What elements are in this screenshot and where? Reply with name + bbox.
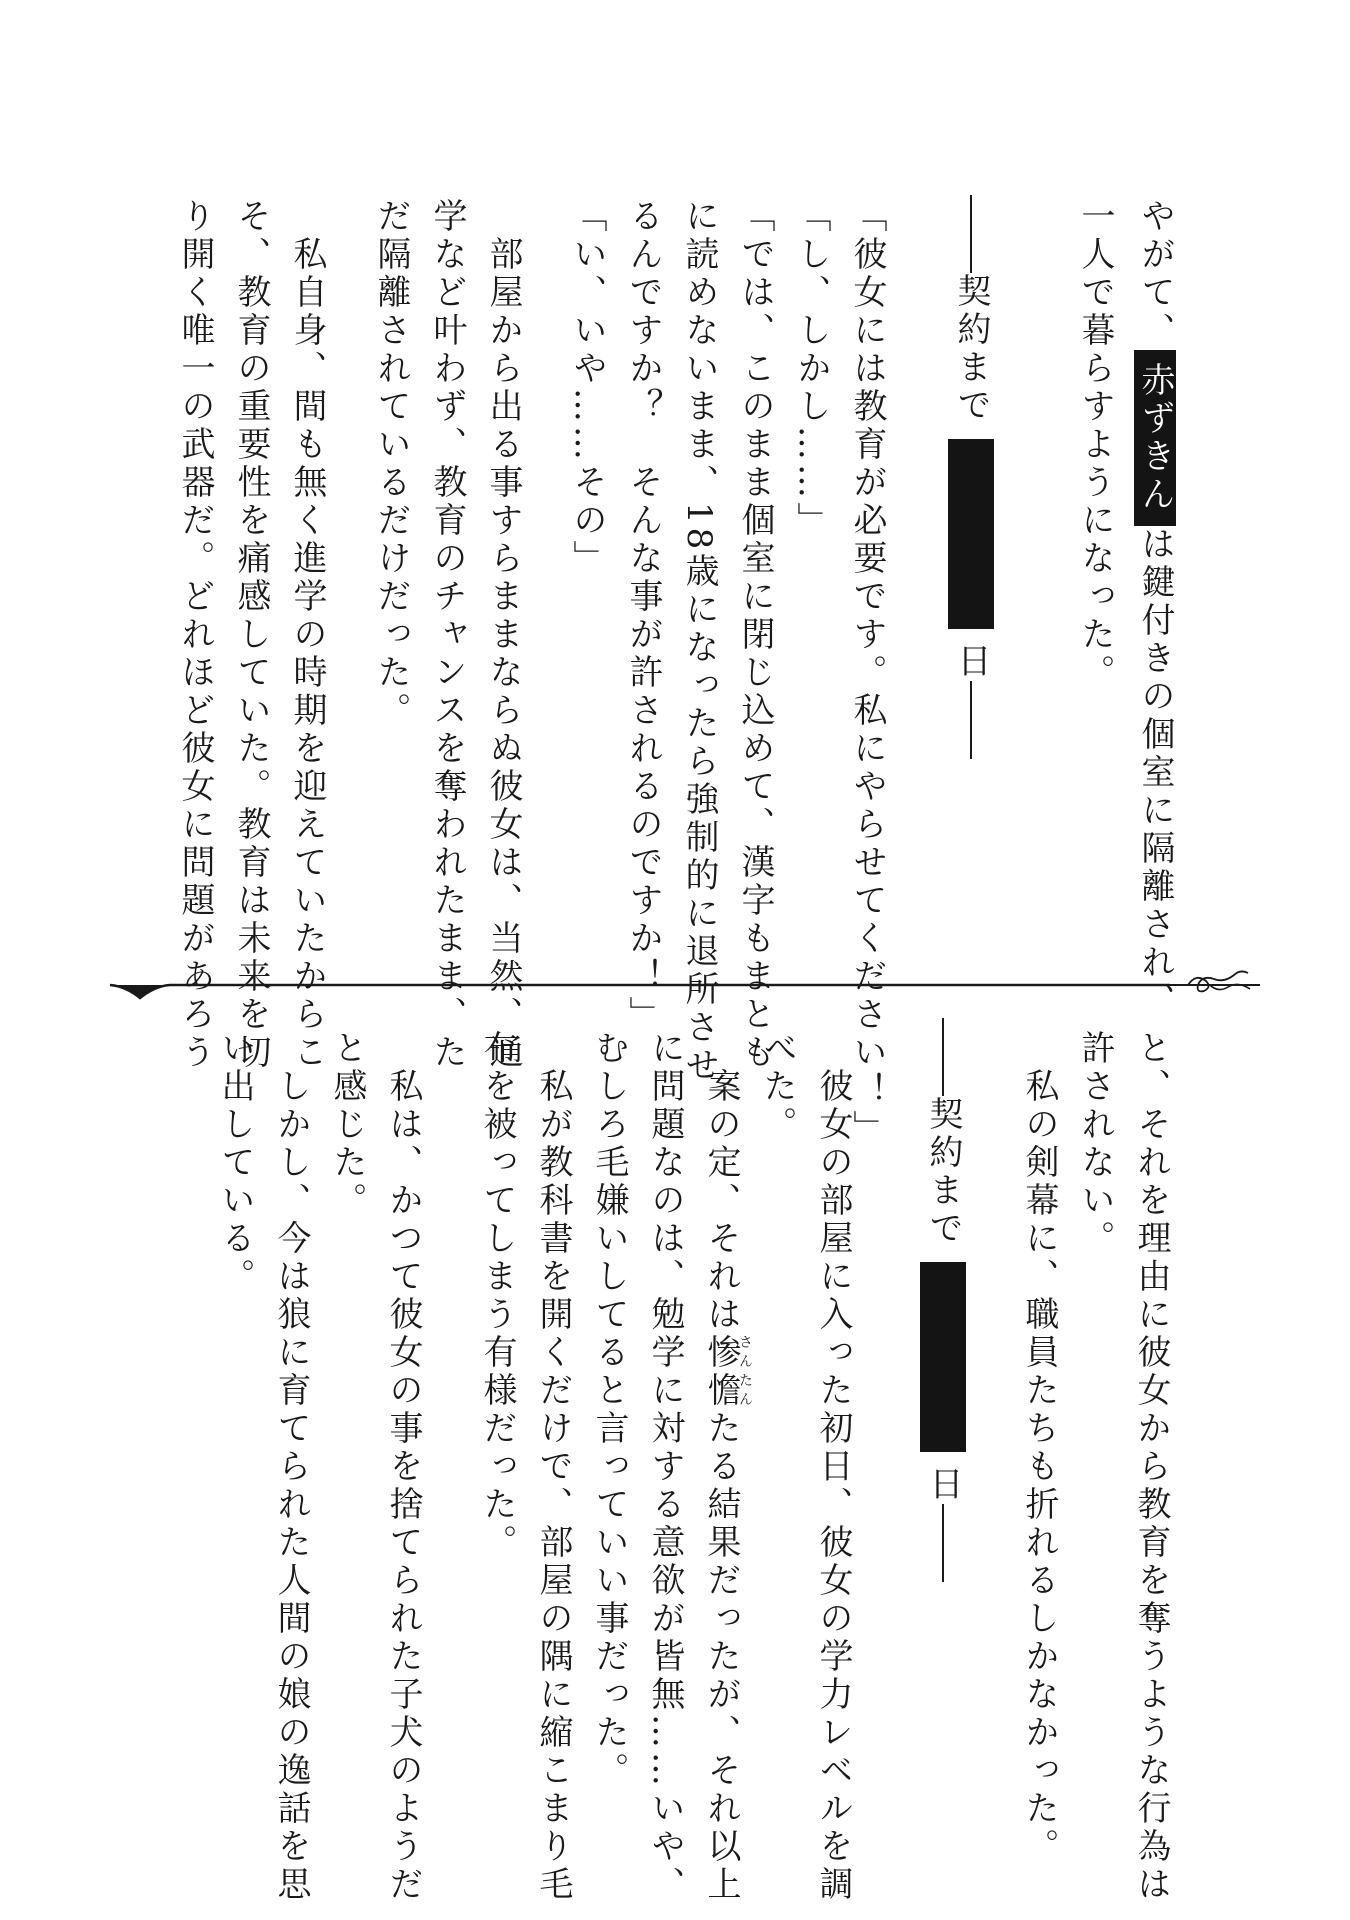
ruby-line-text-a: 案の定、それは	[701, 1030, 741, 1334]
dialog-line: 「し、しかし……」	[791, 198, 831, 540]
ruby-line-text-b: たる結果だったが、それ以上	[701, 1410, 741, 1904]
paragraph-line: だ隔離されているだけだった。	[371, 198, 411, 730]
paragraph-line: 許されない。	[1075, 1030, 1115, 1258]
ruby-base: 惨憺	[701, 1334, 741, 1410]
dialog-line: 「い、いや……その」	[567, 198, 607, 578]
paragraph-line: 私は、かつて彼女の事を捨てられた子犬のようだ	[383, 1030, 423, 1904]
paragraph-line: 学など叶わず、教育のチャンスを奪われたまま、た	[427, 198, 467, 1072]
paragraph-line: 部屋から出る事すらままならぬ彼女は、当然、通	[483, 198, 523, 1072]
paragraph-line: 私の剣幕に、職員たちも折れるしかなかった。	[1019, 1030, 1059, 1866]
top-p1-line2: 一人で暮らすようになった。	[1075, 198, 1115, 692]
paragraph-line: むしろ毛嫌いしてると言っていい事だった。	[589, 1030, 629, 1790]
paragraph-line: しかし、今は狼に育てられた人間の娘の逸話を思	[271, 1030, 311, 1904]
heading-suffix: 日	[951, 643, 991, 681]
paragraph-line: と、それを理由に彼女から教育を奪うような行為は	[1131, 1030, 1171, 1904]
heading-rule	[942, 1504, 944, 1582]
paragraph-line: い出している。	[215, 1030, 255, 1296]
paragraph-line: 布を被ってしまう有様だった。	[477, 1030, 517, 1562]
paragraph-line: と感じた。	[327, 1030, 367, 1220]
top-p1-text-a: やがて、	[1135, 198, 1175, 350]
heading-prefix: 契約まで	[923, 1096, 963, 1248]
paragraph-line: に問題なのは、勉学に対する意欲が皆無……いや、	[645, 1030, 685, 1904]
redacted-name: 赤ずきん	[1134, 350, 1176, 526]
ornamental-divider	[110, 968, 1260, 1008]
bottom-chapter-heading	[920, 1018, 966, 1582]
redacted-days	[920, 1262, 966, 1452]
heading-prefix: 契約まで	[951, 273, 991, 425]
paragraph-line: そ、教育の重要性を痛感していた。教育は未来を切	[231, 198, 271, 1072]
paragraph-line: 私自身、間も無く進学の時期を迎えていたからこ	[287, 198, 327, 1072]
heading-suffix: 日	[923, 1466, 963, 1504]
paragraph-line: 私が教科書を開くだけで、部屋の隅に縮こまり毛	[533, 1030, 573, 1904]
paragraph-line: り開く唯一の武器だ。どれほど彼女に問題があろう	[175, 198, 215, 1072]
ruby-reading: さんたん	[737, 1334, 753, 1410]
dialog-line: るんですか？ そんな事が許されるのですか！」	[623, 198, 663, 1034]
heading-rule	[970, 195, 972, 273]
dialog-line: に読めないまま、18歳になったら強制的に退所させ	[679, 198, 719, 1086]
heading-rule	[970, 681, 972, 759]
heading-rule	[942, 1018, 944, 1096]
top-chapter-heading	[948, 195, 994, 759]
dialog-line: 「では、このまま個室に閉じ込めて、漢字もまとも	[735, 198, 775, 1072]
top-p1-line1	[1134, 198, 1176, 1020]
paragraph-line: べた。	[757, 1030, 797, 1144]
ruby-word	[701, 1334, 753, 1410]
top-p1-text-b: は鍵付きの個室に隔離され、	[1135, 526, 1175, 1020]
paragraph-line-with-ruby	[701, 1030, 753, 1904]
redacted-days	[948, 439, 994, 629]
paragraph-line: 彼女の部屋に入った初日、彼女の学力レベルを調	[813, 1030, 853, 1904]
dialog-line: 「彼女には教育が必要です。私にやらせてください！」	[847, 198, 887, 1148]
